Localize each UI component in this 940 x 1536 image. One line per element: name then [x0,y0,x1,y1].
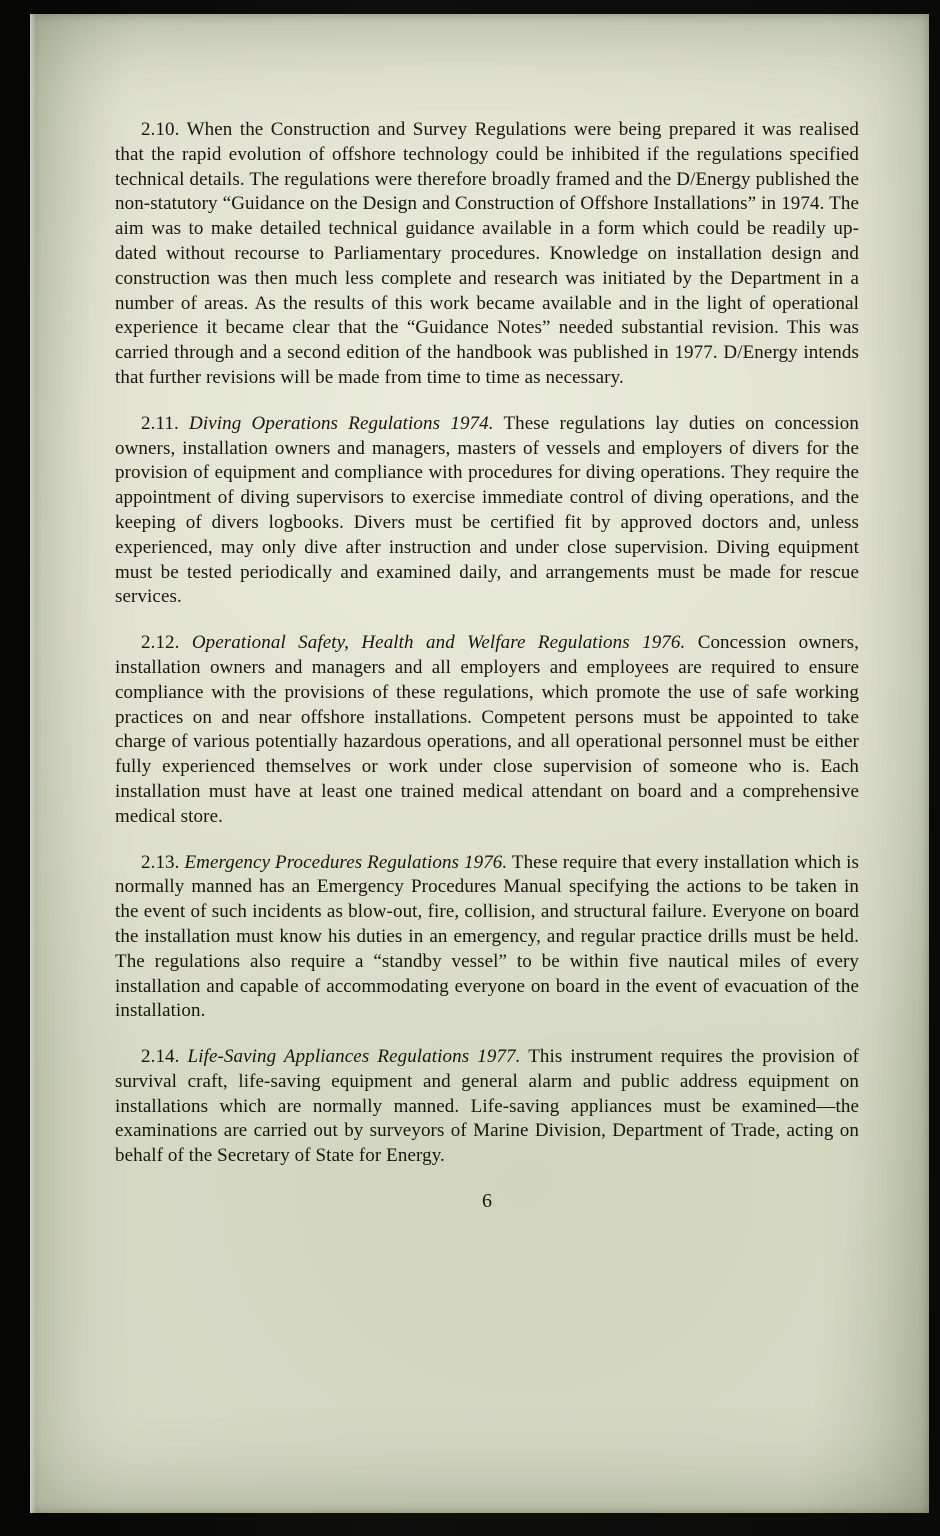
paragraph-body: These require that every installation which is normally manned has an Emergency Procedures Manual specifying the actions to be taken in the event of such incidents as blow-out, fire, collision, and structural failure. Everyone on board the installation must know his duties in an emergency, and regular practice drills must be held. The regulations also require a “standby vessel” to be within five nautical miles of every installation and capable of accommodating everyone on board in the event of evacuation of the installation. [115,851,859,1022]
paragraph-body: These regulations lay duties on concession owners, installation owners and managers, masters of vessels and employers of divers for the provision of equipment and compliance with procedures for diving operations. They require the appointment of diving supervisors to exercise immediate control of diving operations, and the keeping of divers logbooks. Divers must be certified fit by approved doctors and, unless experienced, may only dive after instruction and under close supervision. Diving equipment must be tested periodically and examined daily, and arrangements must be made for rescue services. [115,412,859,608]
paragraph-number: 2.13. [141,851,180,873]
paragraph-number: 2.12. [141,632,180,654]
paragraph-2-13 [115,851,859,1025]
paragraph-title: Operational Safety, Health and Welfare Regulations 1976. [191,632,686,654]
paragraph-title: Diving Operations Regulations 1974. [189,412,494,434]
paper-sheet [30,14,929,1513]
page-number: 6 [482,1190,492,1213]
paragraph-2-12 [115,631,859,829]
paragraph-title: Emergency Procedures Regulations 1976. [184,851,508,873]
paragraph-number: 2.14. [141,1046,180,1068]
paragraph-number: 2.10. [141,119,180,140]
paragraph-2-14 [115,1045,859,1169]
paragraph-title: Life-Saving Appliances Regulations 1977. [187,1046,521,1068]
paragraph-body: Concession owners, installation owners and managers and all employers and employees are required to ensure compliance with the provisions of these regulations, which promote the use of safe working practices on and near offshore installations. Competent persons must be appointed to take charge of various potentially hazardous operations, and all operational personnel must be either fully experienced themselves or work under close supervision of someone who is. Each installation must have at least one trained medical attendant on board and a comprehensive medical store. [115,632,859,827]
paragraph-number: 2.11. [141,412,179,434]
paragraph-2-10 [115,118,859,391]
paragraph-body: When the Construction and Survey Regulations were being prepared it was realised that the rapid evolution of offshore technology could be inhibited if the regulations specified technical details. The regulations were therefore broadly framed and the D/Energy published the non-statutory “Guidance on the Design and Construction of Offshore Installations” in 1974. The aim was to make detailed technical guidance available in a form which could be readily up-dated without recourse to Parliamentary procedures. Knowledge on installation design and construction was then much less complete and research was initiated by the Department in a number of areas. As the results of this work became available and in the light of operational experience it became clear that the “Guidance Notes” needed substantial revision. This was carried through and a second edition of the handbook was published in 1977. D/Energy intends that further revisions will be made from time to time as necessary. [115,119,859,388]
paragraph-body: This instrument requires the provision of survival craft, life-saving equipment and general alarm and public address equipment on installations which are normally manned. Life-saving appliances must be examined—the examinations are carried out by surveyors of Marine Division, Department of Trade, acting on behalf of the Secretary of State for Energy. [115,1046,859,1167]
document-text [115,118,859,1213]
paragraph-2-11 [115,412,859,610]
